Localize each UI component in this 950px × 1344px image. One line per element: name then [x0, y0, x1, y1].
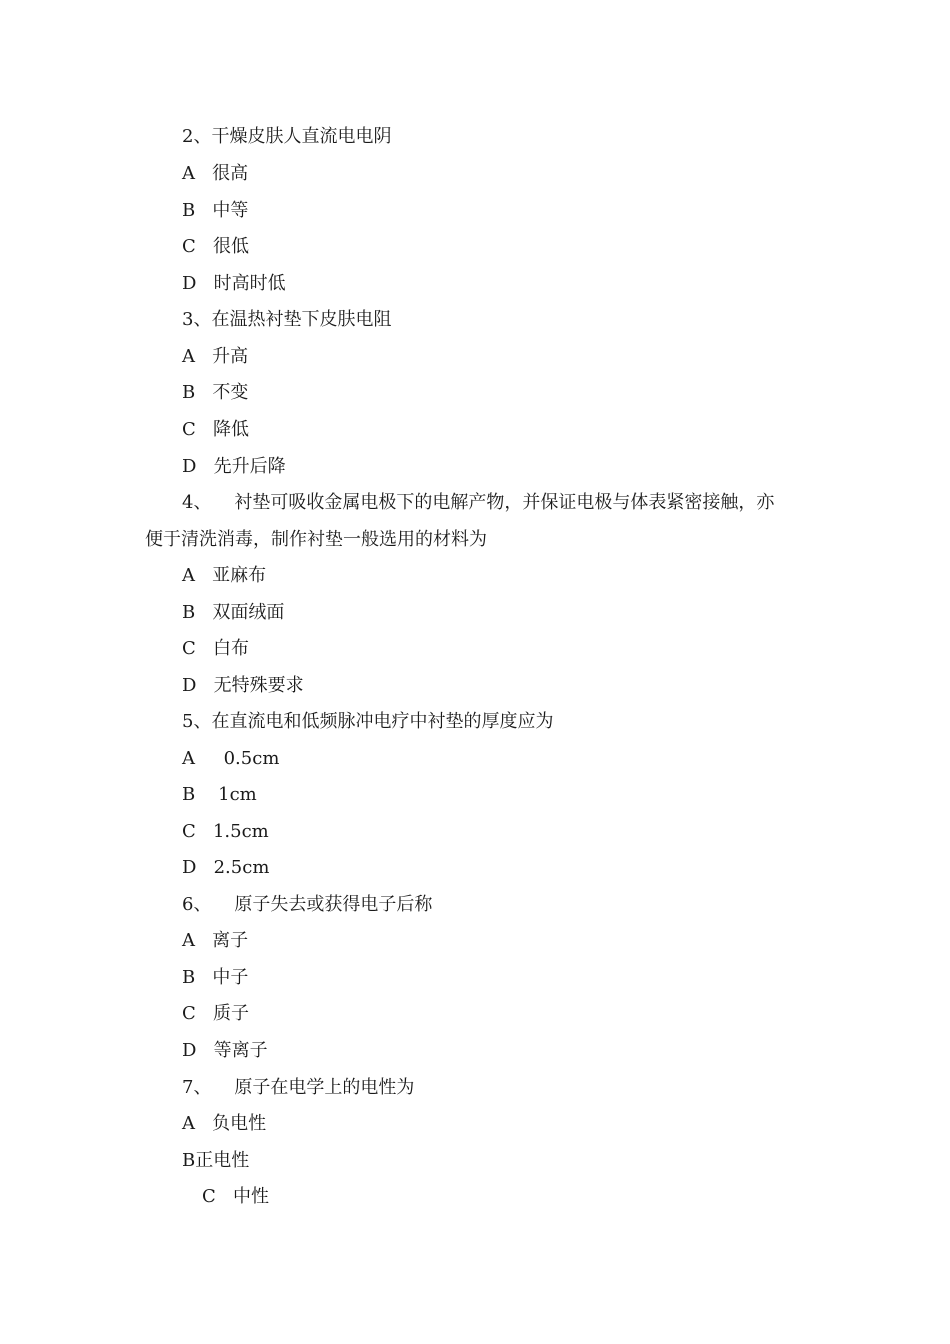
option-text: 双面绒面 — [212, 602, 285, 623]
option-text: 中子 — [212, 967, 249, 988]
question-6-option-a — [182, 929, 248, 953]
option-text: 很高 — [212, 163, 249, 184]
option-text: 离子 — [212, 930, 249, 951]
question-7-stem: 7、 原子在电学上的电性为 — [182, 1077, 415, 1098]
option-letter: B — [182, 602, 196, 623]
option-letter: C — [182, 638, 196, 659]
option-letter: B — [182, 784, 196, 805]
question-7-option-b — [182, 1149, 249, 1173]
option-letter: C — [202, 1186, 216, 1207]
option-text: 2.5cm — [213, 857, 270, 878]
question-3-option-b — [182, 381, 248, 405]
option-text: 无特殊要求 — [213, 675, 304, 696]
option-letter: B — [182, 382, 196, 403]
question-2-option-c — [182, 235, 249, 259]
question-2-stem: 2、干燥皮肤人直流电电阴 — [182, 126, 392, 147]
question-4-option-b — [182, 601, 284, 625]
option-letter: D — [182, 1040, 197, 1061]
option-letter: A — [182, 748, 195, 769]
option-letter: D — [182, 456, 197, 477]
option-letter: D — [182, 675, 197, 696]
question-4-option-c — [182, 637, 249, 661]
question-5-stem: 5、在直流电和低频脉冲电疗中衬垫的厚度应为 — [182, 711, 554, 732]
option-letter: D — [182, 273, 197, 294]
question-2-option-d — [182, 272, 286, 296]
question-5-option-b — [182, 783, 257, 807]
option-text: 正电性 — [195, 1150, 250, 1171]
option-text: 亚麻布 — [212, 565, 267, 586]
option-letter: A — [182, 163, 195, 184]
option-text: 升高 — [212, 346, 249, 367]
question-6-option-c — [182, 1002, 249, 1026]
option-text: 中等 — [212, 200, 249, 221]
option-letter: A — [182, 930, 195, 951]
option-text: 中性 — [232, 1186, 269, 1207]
option-text: 负电性 — [212, 1113, 267, 1134]
question-3-stem: 3、在温热衬垫下皮肤电阻 — [182, 309, 392, 330]
question-4-option-d — [182, 674, 304, 698]
question-5-option-c — [182, 820, 269, 844]
option-text: 很低 — [212, 236, 249, 257]
option-text: 白布 — [212, 638, 249, 659]
option-letter: B — [182, 967, 196, 988]
question-7-option-a — [182, 1112, 266, 1136]
question-6-stem: 6、 原子失去或获得电子后称 — [182, 894, 433, 915]
option-letter: A — [182, 1113, 195, 1134]
option-letter: C — [182, 1003, 196, 1024]
option-text: 等离子 — [213, 1040, 268, 1061]
option-letter: C — [182, 419, 196, 440]
option-text: 时高时低 — [213, 273, 286, 294]
question-4-option-a — [182, 564, 266, 588]
option-text: 先升后降 — [213, 456, 286, 477]
question-4-stem-line-2: 便于清洗消毒，制作衬垫一般选用的材料为 — [145, 529, 487, 550]
option-letter: B — [182, 1150, 196, 1171]
option-letter: C — [182, 821, 196, 842]
option-text: 降低 — [212, 419, 249, 440]
question-7-option-c — [202, 1185, 269, 1209]
option-text: 不变 — [212, 382, 249, 403]
question-5-option-d — [182, 856, 269, 880]
option-letter: B — [182, 200, 196, 221]
option-text: 0.5cm — [223, 748, 280, 769]
question-3-option-c — [182, 418, 249, 442]
question-6-option-d — [182, 1039, 268, 1063]
question-2-option-b — [182, 199, 248, 223]
question-6-option-b — [182, 966, 248, 990]
option-letter: D — [182, 857, 197, 878]
question-4-stem-line-1: 4、 衬垫可吸收金属电极下的电解产物，并保证电极与体表紧密接触，亦 — [182, 492, 775, 513]
option-text: 质子 — [212, 1003, 249, 1024]
option-text: 1cm — [218, 784, 257, 805]
question-5-option-a — [182, 747, 279, 771]
option-letter: C — [182, 236, 196, 257]
question-2-option-a — [182, 162, 248, 186]
option-letter: A — [182, 346, 195, 367]
option-letter: A — [182, 565, 195, 586]
question-3-option-d — [182, 455, 286, 479]
question-3-option-a — [182, 345, 248, 369]
option-text: 1.5cm — [212, 821, 269, 842]
